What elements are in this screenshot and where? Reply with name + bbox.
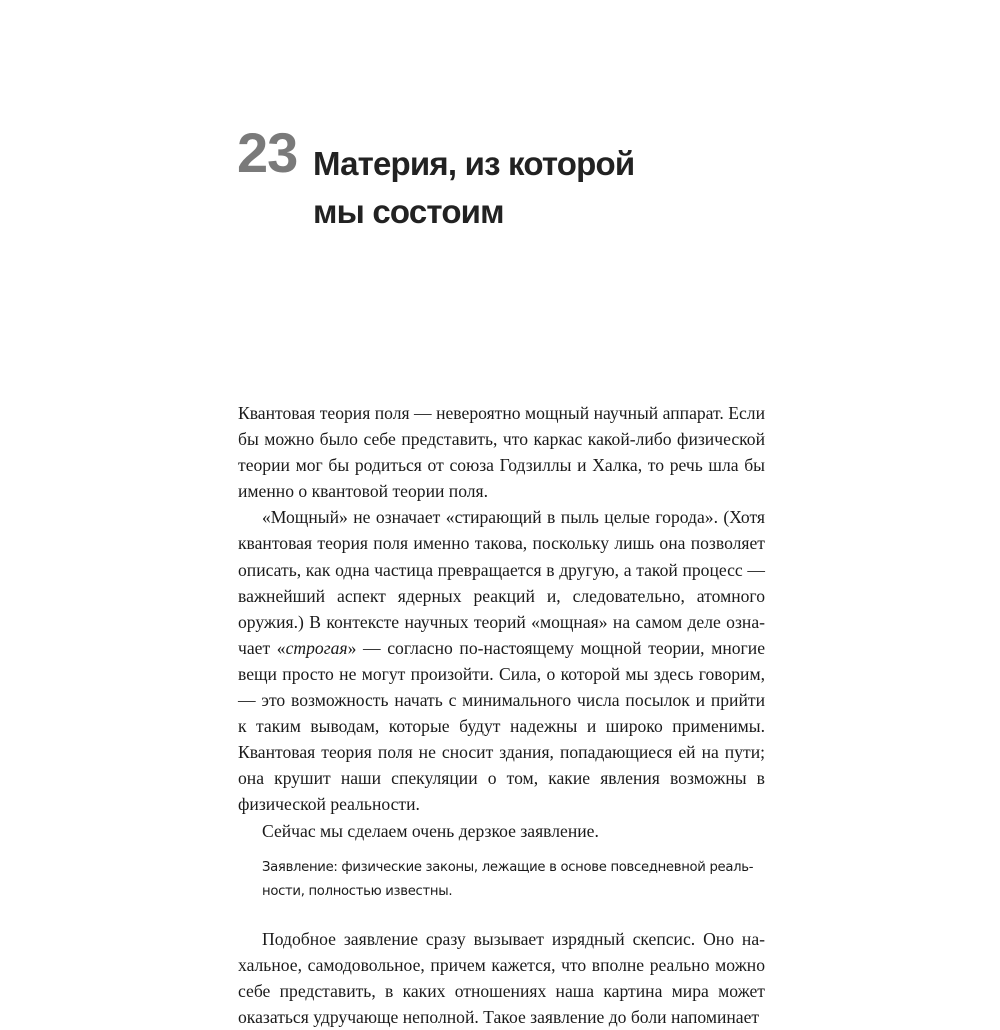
chapter-number: 23 — [237, 121, 298, 184]
paragraph-1: Квантовая теория поля — невероятно мощный научный аппарат. Если бы можно было себе представить, что каркас какой-либо физической теории мог бы родиться от союза Годзиллы и Халка, то речь шла бы именно о квантовой теории поля. — [238, 403, 765, 502]
paragraph-2 — [238, 504, 765, 817]
paragraph-2-end: » — согласно по-настоящему мощной теории, многие вещи просто не могут произойти. Сила, о которой мы здесь говорим, — это возможность начать с минимального числа посылок и прийти к таким выводам, которые будут надежны и широко применимы. Квантовая теория поля не сносит здания, попадающиеся ей на пути; она крушит наши спекуляции о том, какие явления возможны в физической реальности. — [238, 637, 765, 815]
chapter-title — [313, 140, 793, 236]
paragraph-3: Сейчас мы сделаем очень дерзкое заявление. — [262, 820, 599, 841]
chapter-title-line-1: Материя, из которой — [313, 145, 635, 182]
paragraph-2-start: «Мощный» не означает «стирающий в пыль целые города». (Хотя квантовая теория поля именно такова, поскольку лишь она позволяет описать, как одна частица превращается в другую, а такой процесс — важнейший аспект ядерных реакций и, следовательно, атомного оружия.) В контексте научных теорий «мощная» на самом деле означает « — [238, 507, 765, 658]
chapter-title-line-2: мы состоим — [313, 193, 504, 230]
paragraph-4: Подобное заявление сразу вызывает изрядный скепсис. Оно нахальное, самодовольное, причем кажется, что вполне реально можно себе представить, в каких отношениях наша картина мира может оказаться удручающе неполной. Такое заявление до боли напоминает — [238, 928, 765, 1027]
body-text — [238, 400, 765, 1030]
statement-block: Заявление: физические законы, лежащие в основе повседневной реальности, полностью известны. — [262, 859, 754, 899]
paragraph-2-italic: строгая — [285, 637, 348, 658]
